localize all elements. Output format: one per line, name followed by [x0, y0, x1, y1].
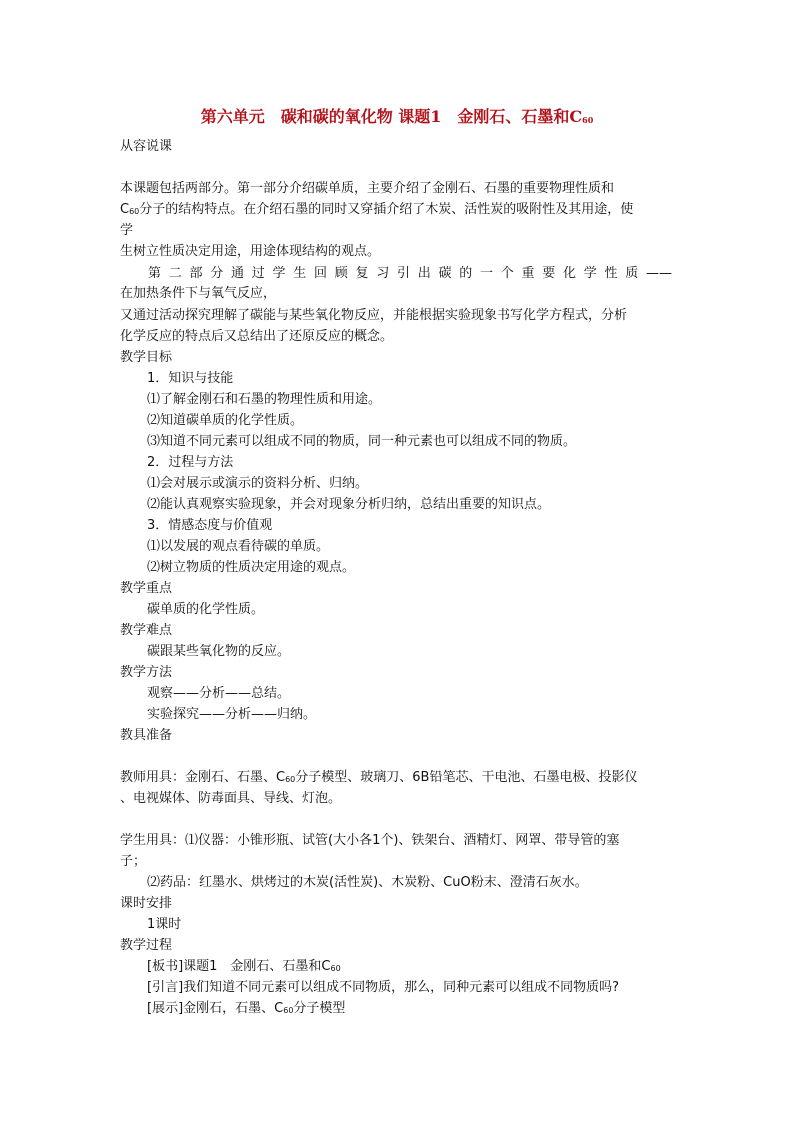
objectives-item: ⑴以发展的观点看待碳的单质。: [147, 539, 330, 554]
teacher-tools-line-2: 、电视媒体、防毒面具、导线、灯泡。: [120, 791, 342, 806]
section-subtitle: 从容说课: [120, 139, 173, 154]
student-tools-line-1: 学生用具：⑴仪器：小锥形瓶、试管(大小各1个)、铁架台、酒精灯、网罩、带导管的塞: [120, 833, 620, 848]
objectives-item: ⑵树立物质的性质决定用途的观点。: [147, 560, 356, 575]
objectives-item: ⑵能认真观察实验现象，并会对现象分析归纳，总结出重要的知识点。: [147, 497, 551, 512]
objectives-item: ⑴了解金刚石和石墨的物理性质和用途。: [147, 392, 382, 407]
objectives-item: ⑵知道碳单质的化学性质。: [147, 413, 304, 428]
title-subscript: 60: [582, 115, 594, 125]
objectives-heading: 教学目标: [120, 350, 173, 365]
objectives-item: ⑴会对展示或演示的资料分析、归纳。: [147, 476, 369, 491]
intro-line-2: $C_{60}$分子的结构特点。在介绍石墨的同时又穿插介绍了木炭、活性炭的吸附性及其用途，使: [120, 202, 634, 217]
key-points-text: 碳单质的化学性质。: [147, 602, 265, 617]
methods-item: 实验探究——分析——归纳。: [147, 707, 317, 722]
intro-line-8: 化学反应的特点后又总结出了还原反应的概念。: [120, 329, 394, 344]
objectives-section-3: 3．情感态度与价值观: [147, 518, 273, 533]
tools-heading: 教具准备: [120, 728, 173, 743]
teacher-tools-line-1: 教师用具：金刚石、石墨、$C_{60}$分子模型、玻璃刀、6B铅笔芯、干电池、石墨电极、投影仪: [120, 770, 638, 785]
intro-line-3: 学: [120, 223, 134, 238]
objectives-item: ⑶知道不同元素可以组成不同的物质，同一种元素也可以组成不同的物质。: [147, 434, 577, 449]
document-title: 第六单元 碳和碳的氧化物 课题1 金刚石、石墨和$C_{60}$: [200, 107, 594, 126]
intro-line-5: 第二部分通过学生回顾复习引出碳的一个重要化学性质——: [148, 266, 672, 281]
difficulties-heading: 教学难点: [120, 623, 173, 638]
difficulties-text: 碳跟某些氧化物的反应。: [147, 644, 291, 659]
key-points-heading: 教学重点: [120, 581, 173, 596]
methods-heading: 教学方法: [120, 665, 173, 680]
schedule-text: 1课时: [147, 917, 182, 932]
intro-line-1: 本课题包括两部分。第一部分介绍碳单质，主要介绍了金刚石、石墨的重要物理性质和: [120, 181, 615, 196]
student-tools-line-2: 子；: [120, 854, 147, 869]
intro-line-6: 在加热条件下与氧气反应，: [120, 286, 277, 301]
process-item: [引言]我们知道不同元素可以组成不同物质，那么，同种元素可以组成不同物质吗?: [147, 980, 620, 995]
process-item: [展示]金刚石，石墨、$C_{60}$分子模型: [147, 1001, 346, 1016]
intro-line-7: 又通过活动探究理解了碳能与某些氧化物反应，并能根据实验现象书写化学方程式，分析: [120, 308, 628, 323]
student-tools-line-3: ⑵药品：红墨水、烘烤过的木炭(活性炭)、木炭粉、CuO粉末、澄清石灰水。: [147, 875, 588, 890]
schedule-heading: 课时安排: [120, 896, 173, 911]
objectives-section-2: 2．过程与方法: [147, 455, 234, 470]
process-item: [板书]课题1 金刚石、石墨和$C_{60}$: [147, 959, 341, 974]
methods-item: 观察——分析——总结。: [147, 686, 291, 701]
process-heading: 教学过程: [120, 938, 173, 953]
objectives-section-1: 1．知识与技能: [147, 371, 234, 386]
intro-line-4: 生树立性质决定用途，用途体现结构的观点。: [120, 244, 381, 259]
